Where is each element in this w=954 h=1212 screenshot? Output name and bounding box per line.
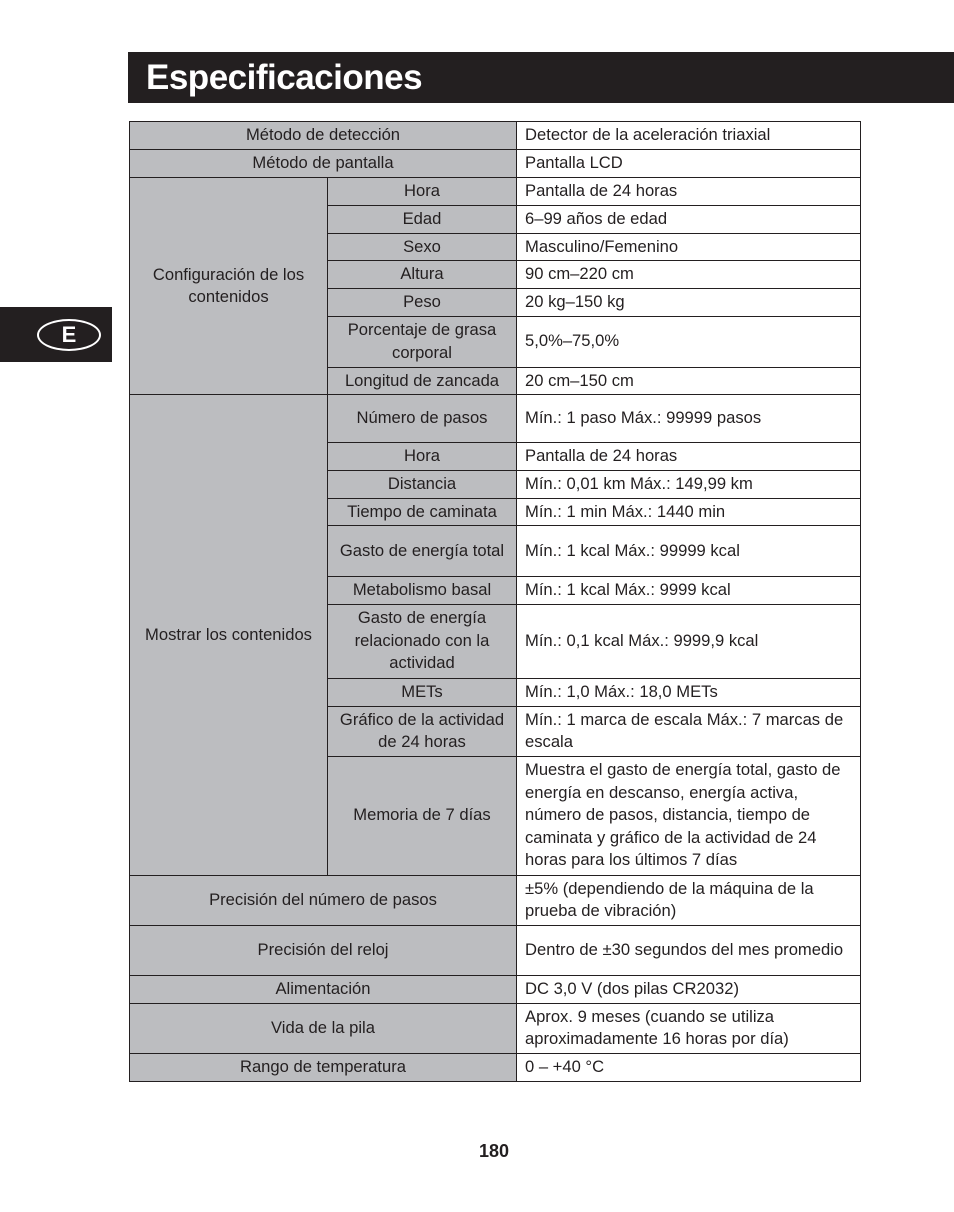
language-tab-label: E <box>37 319 101 351</box>
table-row <box>130 1053 861 1081</box>
spec-sublabel: Porcentaje de grasa corporal <box>328 316 517 367</box>
table-row <box>130 1003 861 1053</box>
spec-sublabel: Peso <box>328 289 517 317</box>
spec-value: Mín.: 0,1 kcal Máx.: 9999,9 kcal <box>517 604 861 678</box>
table-row <box>130 975 861 1003</box>
specifications-table <box>129 121 861 1082</box>
spec-sublabel: Longitud de zancada <box>328 367 517 395</box>
spec-value: ±5% (dependiendo de la máquina de la prueba de vibración) <box>517 875 861 925</box>
spec-label: Precisión del reloj <box>130 925 517 975</box>
spec-sublabel: Hora <box>328 178 517 206</box>
spec-value: Mín.: 1 min Máx.: 1440 min <box>517 498 861 526</box>
spec-label: Rango de temperatura <box>130 1053 517 1081</box>
spec-value: Mín.: 0,01 km Máx.: 149,99 km <box>517 470 861 498</box>
spec-value: Mín.: 1,0 Máx.: 18,0 METs <box>517 678 861 706</box>
spec-value: 5,0%–75,0% <box>517 316 861 367</box>
spec-label: Método de detección <box>130 122 517 150</box>
spec-value: 20 kg–150 kg <box>517 289 861 317</box>
spec-value: Aprox. 9 meses (cuando se utiliza aproximadamente 16 horas por día) <box>517 1003 861 1053</box>
spec-sublabel: Gasto de energía relacionado con la actividad <box>328 604 517 678</box>
group-label-mostrar: Mostrar los contenidos <box>130 395 328 876</box>
spec-sublabel: Tiempo de caminata <box>328 498 517 526</box>
spec-value: DC 3,0 V (dos pilas CR2032) <box>517 975 861 1003</box>
spec-value: Mín.: 1 kcal Máx.: 9999 kcal <box>517 577 861 605</box>
spec-value: Muestra el gasto de energía total, gasto de energía en descanso, energía activa, número de pasos, distancia, tiempo de caminata y gráfico de la actividad de 24 horas para los últimos 7 días <box>517 756 861 875</box>
spec-label: Alimentación <box>130 975 517 1003</box>
page-title: Especificaciones <box>146 58 423 97</box>
spec-label: Método de pantalla <box>130 150 517 178</box>
spec-value: 20 cm–150 cm <box>517 367 861 395</box>
spec-sublabel: Altura <box>328 261 517 289</box>
spec-sublabel: Número de pasos <box>328 395 517 443</box>
spec-label: Vida de la pila <box>130 1003 517 1053</box>
spec-value: 90 cm–220 cm <box>517 261 861 289</box>
group-label-configuracion: Configuración de los contenidos <box>130 178 328 395</box>
spec-sublabel: Gasto de energía total <box>328 526 517 577</box>
spec-value: 6–99 años de edad <box>517 205 861 233</box>
spec-value: Pantalla de 24 horas <box>517 443 861 471</box>
spec-value: Detector de la aceleración triaxial <box>517 122 861 150</box>
table-row <box>130 875 861 925</box>
page-number: 180 <box>478 1141 510 1161</box>
table-row <box>130 395 861 443</box>
spec-sublabel: Sexo <box>328 233 517 261</box>
spec-value: Masculino/Femenino <box>517 233 861 261</box>
spec-value: Dentro de ±30 segundos del mes promedio <box>517 925 861 975</box>
spec-sublabel: Metabolismo basal <box>328 577 517 605</box>
spec-value: Mín.: 1 paso Máx.: 99999 pasos <box>517 395 861 443</box>
table-row <box>130 925 861 975</box>
spec-value: Mín.: 1 kcal Máx.: 99999 kcal <box>517 526 861 577</box>
spec-sublabel: Gráfico de la actividad de 24 horas <box>328 706 517 756</box>
spec-sublabel: Hora <box>328 443 517 471</box>
spec-sublabel: Distancia <box>328 470 517 498</box>
spec-sublabel: Edad <box>328 205 517 233</box>
spec-sublabel: Memoria de 7 días <box>328 756 517 875</box>
table-row <box>130 178 861 206</box>
spec-label: Precisión del número de pasos <box>130 875 517 925</box>
spec-value: Pantalla LCD <box>517 150 861 178</box>
table-row <box>130 150 861 178</box>
spec-value: Mín.: 1 marca de escala Máx.: 7 marcas de escala <box>517 706 861 756</box>
spec-sublabel: METs <box>328 678 517 706</box>
spec-value: 0 – +40 °C <box>517 1053 861 1081</box>
spec-value: Pantalla de 24 horas <box>517 178 861 206</box>
table-row <box>130 122 861 150</box>
